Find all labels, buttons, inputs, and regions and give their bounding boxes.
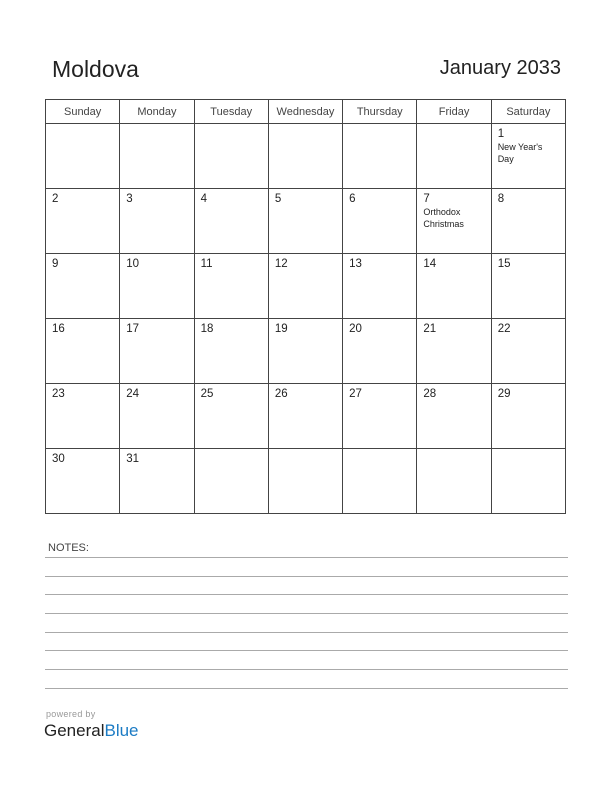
day-cell — [46, 449, 120, 514]
day-number: 18 — [200, 323, 214, 335]
powered-by-text: powered by — [46, 709, 96, 719]
day-cell — [120, 384, 194, 449]
day-cell — [46, 189, 120, 254]
day-number: 4 — [200, 193, 207, 205]
day-number: 25 — [200, 388, 214, 400]
day-cell — [120, 449, 194, 514]
generalblue-logo[interactable] — [44, 721, 139, 741]
day-cell — [268, 384, 342, 449]
day-number — [269, 124, 342, 127]
day-cell — [491, 124, 565, 189]
day-cell — [343, 384, 417, 449]
day-number — [269, 449, 342, 452]
day-cell — [343, 449, 417, 514]
day-number: 6 — [349, 193, 356, 205]
country-title: Moldova — [52, 56, 139, 82]
day-cell — [417, 449, 491, 514]
day-number: 12 — [274, 258, 288, 270]
day-number — [120, 124, 193, 127]
note-line — [45, 594, 568, 595]
day-number: 17 — [126, 323, 140, 335]
day-number — [195, 449, 268, 452]
day-number: 29 — [497, 388, 511, 400]
day-number — [343, 449, 416, 452]
day-number: 1 — [497, 128, 505, 140]
day-number — [343, 124, 416, 127]
day-number: 20 — [349, 323, 362, 335]
note-line — [45, 576, 568, 577]
day-cell — [120, 254, 194, 319]
weekday-wednesday: Wednesday — [268, 100, 342, 124]
week-row — [46, 124, 566, 189]
day-cell — [491, 189, 565, 254]
week-row — [46, 384, 566, 449]
note-line — [45, 650, 568, 651]
day-cell — [120, 319, 194, 384]
month-year-title: January 2033 — [439, 57, 561, 79]
day-cell — [194, 449, 268, 514]
day-number: 3 — [126, 193, 133, 205]
day-cell — [120, 189, 194, 254]
day-cell — [46, 319, 120, 384]
week-row — [46, 254, 566, 319]
weekday-friday: Friday — [417, 100, 491, 124]
day-cell — [268, 319, 342, 384]
day-cell — [491, 449, 565, 514]
day-cell — [194, 384, 268, 449]
day-number: 19 — [274, 323, 288, 335]
day-number: 21 — [423, 323, 437, 335]
day-cell — [343, 254, 417, 319]
day-number: 15 — [497, 258, 511, 270]
day-number — [417, 449, 490, 452]
day-number: 13 — [349, 258, 362, 270]
week-row — [46, 319, 566, 384]
holiday-label: Christmas — [423, 219, 464, 229]
day-number: 16 — [52, 323, 65, 335]
day-cell — [46, 124, 120, 189]
weekday-sunday: Sunday — [46, 100, 120, 124]
day-cell — [268, 449, 342, 514]
day-cell — [417, 124, 491, 189]
day-cell — [268, 254, 342, 319]
calendar-grid — [45, 99, 566, 514]
day-cell — [194, 189, 268, 254]
day-cell — [120, 124, 194, 189]
day-number: 22 — [497, 323, 511, 335]
weekday-monday: Monday — [120, 100, 194, 124]
weekday-header-row — [46, 100, 566, 124]
day-number: 27 — [349, 388, 362, 400]
day-number: 28 — [423, 388, 437, 400]
day-number: 8 — [497, 193, 505, 205]
note-line — [45, 688, 568, 689]
day-number — [417, 124, 490, 127]
day-cell — [194, 319, 268, 384]
day-number: 11 — [200, 258, 213, 270]
day-cell — [46, 254, 120, 319]
holiday-label: New Year's — [497, 142, 543, 152]
day-number: 7 — [423, 193, 430, 205]
day-number: 30 — [52, 453, 65, 465]
day-number — [46, 124, 119, 127]
brand-blue: Blue — [104, 721, 139, 740]
weekday-saturday: Saturday — [491, 100, 565, 124]
day-number: 9 — [52, 258, 59, 270]
weekday-thursday: Thursday — [343, 100, 417, 124]
day-cell — [268, 124, 342, 189]
day-number: 10 — [126, 258, 140, 270]
holiday-label: Day — [497, 154, 514, 164]
day-cell — [417, 319, 491, 384]
note-line — [45, 669, 568, 670]
day-cell — [417, 189, 491, 254]
day-number — [492, 449, 565, 452]
day-number: 5 — [274, 193, 282, 205]
week-row — [46, 449, 566, 514]
day-cell — [343, 124, 417, 189]
day-cell — [491, 254, 565, 319]
day-cell — [491, 319, 565, 384]
day-cell — [417, 254, 491, 319]
day-cell — [194, 124, 268, 189]
day-number — [195, 124, 268, 127]
day-number: 14 — [423, 258, 437, 270]
note-line — [45, 632, 568, 633]
note-line — [45, 557, 568, 558]
day-number: 31 — [126, 453, 140, 465]
note-line — [45, 613, 568, 614]
holiday-label: Orthodox — [423, 207, 461, 217]
day-number: 23 — [52, 388, 65, 400]
day-number: 2 — [52, 193, 59, 205]
day-cell — [194, 254, 268, 319]
day-cell — [343, 319, 417, 384]
week-row — [46, 189, 566, 254]
day-cell — [491, 384, 565, 449]
weekday-tuesday: Tuesday — [194, 100, 268, 124]
day-cell — [417, 384, 491, 449]
day-cell — [343, 189, 417, 254]
day-cell — [46, 384, 120, 449]
brand-general: General — [44, 721, 105, 740]
day-number: 24 — [126, 388, 140, 400]
day-cell — [268, 189, 342, 254]
day-number: 26 — [274, 388, 288, 400]
notes-label: NOTES: — [48, 542, 89, 554]
